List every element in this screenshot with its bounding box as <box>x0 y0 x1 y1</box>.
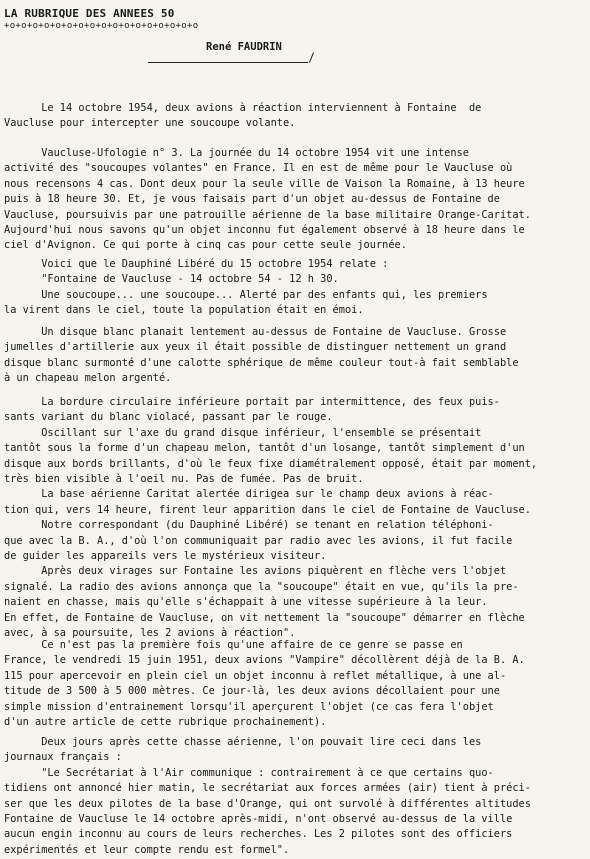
text-line: ciel d'Avignon. Ce qui porte à cinq cas pour cette seule journée. <box>4 239 407 252</box>
text-line: Un disque blanc planait lentement au-dessus de Fontaine de Vaucluse. Grosse <box>4 326 507 338</box>
text-line: journaux français : <box>4 751 122 764</box>
paragraph-ufologie <box>4 146 531 254</box>
text-line: tantôt sous la forme d'un chapeau melon, tantôt d'un losange, tantôt simplement d'un <box>4 442 525 455</box>
text-line: signalé. La radio des avions annonça que la "soucoupe" était en vue, qu'ils la pre- <box>4 580 519 593</box>
text-line: avec, à sa poursuite, les 2 avions à réaction". <box>4 627 296 640</box>
text-line: Le 14 octobre 1954, deux avions à réaction interviennent à Fontaine de <box>4 102 482 114</box>
text-line: Après deux virages sur Fontaine les avions piquèrent en flèche vers l'objet <box>4 565 507 578</box>
text-line: activité des "soucoupes volantes" en France. Il en est de même pour le Vaucluse où <box>4 162 513 175</box>
text-line: expérimentés et leur compte rendu est formel". <box>4 843 290 856</box>
text-line: titude de 3 500 à 5 000 mètres. Ce jour-là, les deux avions décollaient pour une <box>4 685 500 698</box>
text-line: d'un autre article de cette rubrique prochainement). <box>4 716 327 729</box>
text-line: Aujourd'hui nous savons qu'un objet inconnu fut également observé à 18 heure dans le <box>4 224 525 237</box>
paragraph-bordure <box>4 395 538 642</box>
paragraph-disque <box>4 325 526 387</box>
text-line: En effet, de Fontaine de Vaucluse, on vit nettement la "soucoupe" démarrer en flèche <box>4 611 525 624</box>
text-line: Fontaine de Vaucluse le 14 octobre après-midi, n'ont observé au-dessus de la ville <box>4 813 513 826</box>
text-line: jumelles d'artillerie aux yeux il était possible de distinguer nettement un grand <box>4 341 507 354</box>
rubric-title: LA RUBRIQUE DES ANNEES 50 <box>4 7 175 20</box>
text-line: tion qui, vers 14 heure, firent leur apparition dans le ciel de Fontaine de Vaucluse. <box>4 503 531 516</box>
text-line: "Fontaine de Vaucluse - 14 octobre 54 - 12 h 30. <box>4 273 339 286</box>
text-line: tidiens ont annoncé hier matin, le secrétariat aux forces armées (air) tient à préci- <box>4 782 531 795</box>
text-line: ser que les deux pilotes de la base d'Orange, qui ont survolé à différentes altitudes <box>4 797 531 810</box>
author-name: René FAUDRIN <box>206 41 282 53</box>
text-line: "Le Secrétariat à l'Air communique : contrairement à ce que certains quo- <box>4 766 494 779</box>
text-line: naient en chasse, mais qu'elle s'échappait à une vitesse supérieure à la leur. <box>4 596 488 609</box>
text-line: Vaucluse, poursuivis par une patrouille aérienne de la base militaire Orange-Caritat. <box>4 208 531 221</box>
text-line: Ce n'est pas la première fois qu'une affaire de ce genre se passe en <box>4 639 463 651</box>
paragraph-intro <box>4 101 526 132</box>
paragraph-vampire <box>4 638 526 730</box>
text-line: la virent dans le ciel, toute la population était en émoi. <box>4 304 364 317</box>
text-line: disque blanc surmonté d'une calotte sphérique de même couleur tout-à fait semblable <box>4 356 519 369</box>
author-underline-tick <box>309 52 314 63</box>
text-line: disque aux bords brillants, d'où le feux fixe diamétralement opposé, était par moment, <box>4 457 538 470</box>
author-underline <box>148 62 308 63</box>
text-line: très bien visible à l'oeil nu. Pas de fumée. Pas de bruit. <box>4 473 364 486</box>
text-line: aucun engin inconnu au cours de leurs recherches. Les 2 pilotes sont des officiers <box>4 828 513 841</box>
text-line: La base aérienne Caritat alertée dirigea sur le champ deux avions à réac- <box>4 488 494 501</box>
text-line: Oscillant sur l'axe du grand disque inférieur, l'ensemble se présentait <box>4 426 482 439</box>
text-line: que avec la B. A., d'où l'on communiquait par radio avec les avions, il fut facile <box>4 534 513 547</box>
text-line: Vaucluse pour intercepter une soucoupe volante. <box>4 117 296 130</box>
text-line: 115 pour apercevoir en plein ciel un objet inconnu à reflet métallique, à une al- <box>4 669 507 682</box>
text-line: Notre correspondant (du Dauphiné Libéré) se tenant en relation téléphoni- <box>4 519 494 532</box>
text-line: Voici que le Dauphiné Libéré du 15 octobre 1954 relate : <box>4 258 389 270</box>
text-line: La bordure circulaire inférieure portait par intermittence, des feux puis- <box>4 396 500 408</box>
title-ornament: +o+o+o+o+o+o+o+o+o+o+o+o+o+o+o+o+o <box>4 21 199 31</box>
paragraph-chasse <box>4 735 531 858</box>
paragraph-dauphine <box>4 257 526 319</box>
text-line: sants variant du blanc violacé, passant par le rouge. <box>4 411 333 424</box>
text-line: France, le vendredi 15 juin 1951, deux avions "Vampire" décollèrent déjà de la B. A. <box>4 654 525 667</box>
text-line: Deux jours après cette chasse aérienne, l'on pouvait lire ceci dans les <box>4 736 482 748</box>
text-line: de guider les appareils vers le mystérieux visiteur. <box>4 550 327 563</box>
text-line: nous recensons 4 cas. Dont deux pour la seule ville de Vaison la Romaine, à 13 heure <box>4 177 525 190</box>
text-line: puis à 18 heure 30. Et, je vous faisais part d'un objet au-dessus de Fontaine de <box>4 193 500 206</box>
text-line: à un chapeau melon argenté. <box>4 372 172 385</box>
text-line: simple mission d'entrainement lorsqu'il aperçurent l'objet (ce cas fera l'objet <box>4 700 494 713</box>
text-line: Une soucoupe... une soucoupe... Alerté par des enfants qui, les premiers <box>4 288 488 301</box>
text-line: Vaucluse-Ufologie n° 3. La journée du 14 octobre 1954 vit une intense <box>4 147 469 159</box>
